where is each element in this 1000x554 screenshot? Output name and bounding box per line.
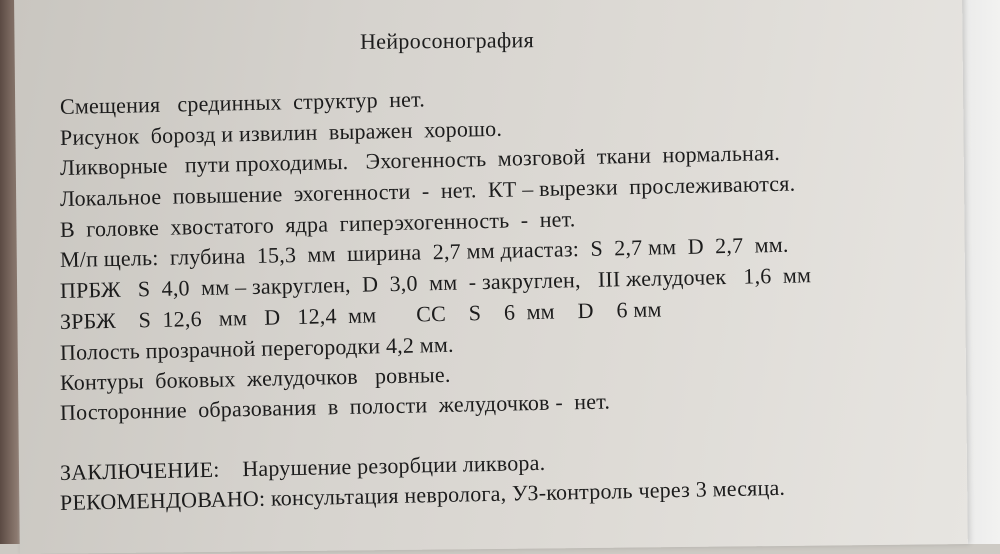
report-line-8: ЗРБЖ S 12,6 мм D 12,4 мм СС S 6 мм D 6 мм [59, 296, 662, 334]
report-line-11: Посторонние образования в полости желудочков - нет. [59, 388, 611, 425]
document-title: Нейросонография [359, 27, 535, 54]
conclusion-line: ЗАКЛЮЧЕНИЕ: Нарушение резорбции ликвора. [59, 449, 546, 485]
report-line-7: ПРБЖ S 4,0 мм – закруглен, D 3,0 мм - закруглен, III желудочек 1,6 мм [59, 262, 812, 303]
report-line-3: Ликворные пути проходимы. Эхогенность мозговой ткани нормальная. [59, 139, 781, 180]
report-line-9: Полость прозрачной перегородки 4,2 мм. [59, 331, 454, 365]
report-line-1: Смещения срединных структур нет. [59, 86, 426, 119]
report-line-6: М/п щель: глубина 15,3 мм ширина 2,7 мм диастаз: S 2,7 мм D 2,7 мм. [59, 231, 789, 272]
report-line-4: Локальное повышение эхогенности - нет. КТ – вырезки прослеживаются. [59, 170, 796, 211]
report-line-10: Контуры боковых желудочков ровные. [59, 361, 451, 395]
recommendation-line: РЕКОМЕНДОВАНО: консультация невролога, УЗ-контроль через 3 месяца. [59, 474, 786, 515]
report-line-5: В головке хвостатого ядра гиперэхогенность - нет. [59, 206, 576, 242]
report-line-2: Рисунок борозд и извилин выражен хорошо. [59, 115, 503, 150]
